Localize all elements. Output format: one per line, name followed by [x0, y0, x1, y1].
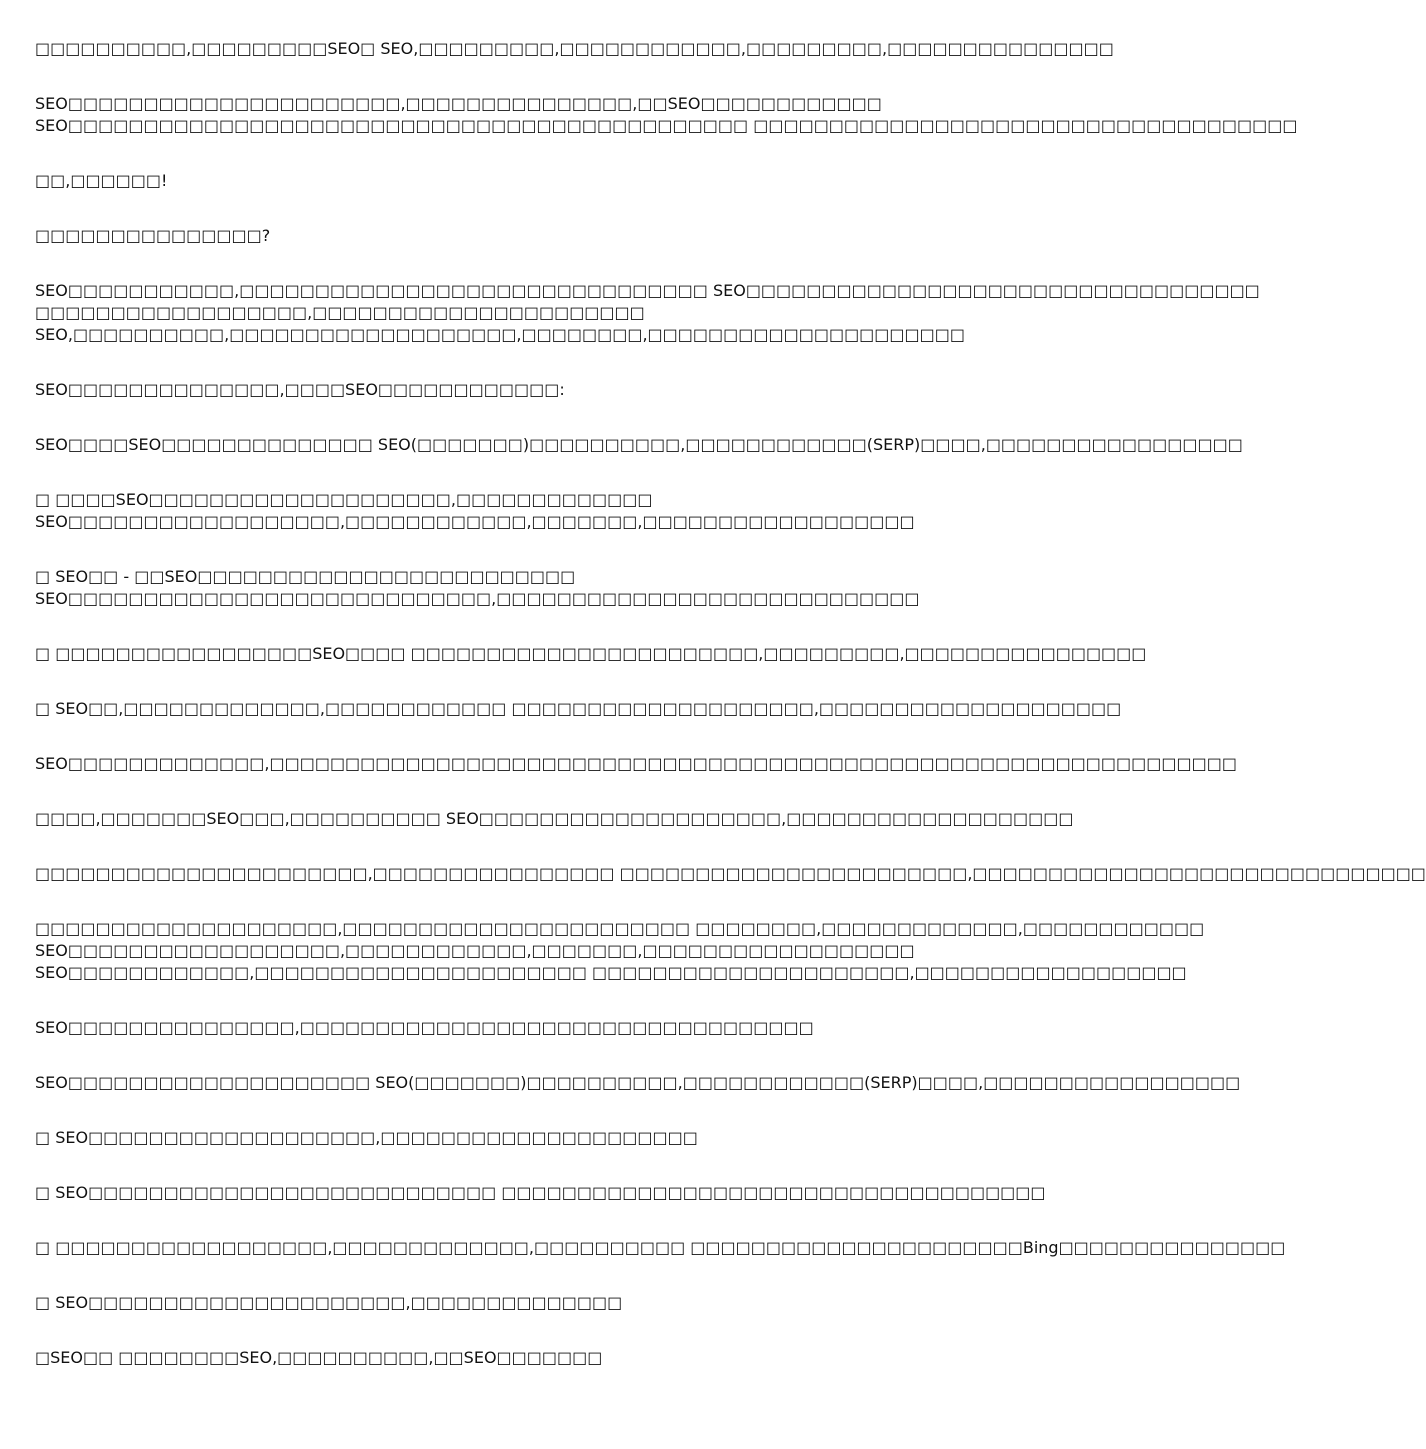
- document-body: [35, 38, 1426, 1402]
- paragraph: [35, 863, 1426, 885]
- paragraph: [35, 643, 1147, 665]
- paragraph: [35, 1237, 1286, 1259]
- paragraph: [35, 280, 1260, 346]
- paragraph: [35, 1127, 995, 1149]
- paragraph: [35, 808, 1074, 830]
- text-line: □ SEO□□□□□□□□□□□□□□□□□□□□□□□□□□□ □□□□□□□□□□□□□□□□□□□□□□□□□□□□□□□□□□□□: [35, 1183, 1046, 1202]
- text-line: □ SEO□□□□□□□□□□□□□□□□□□□,□□□□□□□□□□□□□□□□□□□□□: [35, 1128, 698, 1147]
- text-line: □□,□□□□□□!: [35, 171, 168, 190]
- text-line: SEO□□□□□□□□□□□,□□□□□□□□□□□□□□□□□□□□□□□□□□□□□□□ SEO□□□□□□□□□□□□□□□□□□□□□□□□□□□□□□□□□□: [35, 281, 1260, 300]
- text-line: SEO□□□□□□□□□□□□□□□□□□□□□□□□□□□□,□□□□□□□□□□□□□□□□□□□□□□□□□□□□: [35, 589, 920, 608]
- text-line: SEO□□□□□□□□□□□□□□□□□□,□□□□□□□□□□□□,□□□□□□□,□□□□□□□□□□□□□□□□□□: [35, 512, 915, 531]
- paragraph: [35, 170, 995, 192]
- paragraph: [35, 1072, 1241, 1094]
- text-line: □ □□□□□□□□□□□□□□□□□SEO□□□□ □□□□□□□□□□□□□□□□□□□□□□□,□□□□□□□□□,□□□□□□□□□□□□□□□□: [35, 644, 1147, 663]
- paragraph: [35, 225, 995, 247]
- text-line: SEO□□□□□□□□□□□□□□□□□□□□ SEO(□□□□□□□)□□□□□□□□□□,□□□□□□□□□□□□(SERP)□□□□,□□□□□□□□□□□□□□□□□: [35, 1073, 1241, 1092]
- text-line: □ SEO□□□□□□□□□□□□□□□□□□□□□,□□□□□□□□□□□□□□: [35, 1293, 623, 1312]
- text-line: SEO□□□□□□□□□□□□□□□□□□□□□□,□□□□□□□□□□□□□□□,□□SEO□□□□□□□□□□□□: [35, 94, 882, 113]
- text-line: SEO□□□□□□□□□□□□□□,□□□□SEO□□□□□□□□□□□□:: [35, 380, 565, 399]
- paragraph: [35, 1292, 995, 1314]
- paragraph: [35, 1347, 995, 1369]
- paragraph: [35, 566, 995, 610]
- paragraph: [35, 38, 1114, 60]
- paragraph: [35, 698, 1122, 720]
- text-line: SEO□□□□□□□□□□□□□□□,□□□□□□□□□□□□□□□□□□□□□□□□□□□□□□□□□□: [35, 1018, 814, 1037]
- paragraph: [35, 93, 1298, 137]
- text-line: □ □□□□SEO□□□□□□□□□□□□□□□□□□□□,□□□□□□□□□□□□□: [35, 490, 653, 509]
- text-line: □ SEO□□,□□□□□□□□□□□□□,□□□□□□□□□□□□ □□□□□□□□□□□□□□□□□□□□,□□□□□□□□□□□□□□□□□□□□: [35, 699, 1122, 718]
- paragraph: [35, 434, 1243, 456]
- text-line: □□□□□□□□□□□□□□□?: [35, 226, 271, 245]
- text-line: SEO,□□□□□□□□□□,□□□□□□□□□□□□□□□□□□□,□□□□□□□□,□□□□□□□□□□□□□□□□□□□□□: [35, 325, 965, 344]
- text-line: SEO□□□□□□□□□□□□□□□□□□,□□□□□□□□□□□□,□□□□□□□,□□□□□□□□□□□□□□□□□□: [35, 941, 915, 960]
- text-line: □□□□□□□□□□,□□□□□□□□□SEO□ SEO,□□□□□□□□□,□□□□□□□□□□□□,□□□□□□□□□,□□□□□□□□□□□□□□□: [35, 39, 1114, 58]
- text-line: □SEO□□ □□□□□□□□SEO,□□□□□□□□□□,□□SEO□□□□□□□: [35, 1348, 603, 1367]
- paragraph: [35, 489, 995, 533]
- paragraph: [35, 379, 995, 401]
- text-line: □□□□□□□□□□□□□□□□□□□□□□,□□□□□□□□□□□□□□□□ □□□□□□□□□□□□□□□□□□□□□□□,□□□□□□□□□□□□□□□□□□□□□□□□□□□□□□: [35, 864, 1426, 883]
- text-line: SEO□□□□SEO□□□□□□□□□□□□□□ SEO(□□□□□□□)□□□□□□□□□□,□□□□□□□□□□□□(SERP)□□□□,□□□□□□□□□□□□□□□□□: [35, 435, 1243, 454]
- text-line: SEO□□□□□□□□□□□□□,□□□□□□□□□□□□□□□□□□□□□□□□□□□□□□□□□□□□□□□□□□□□□□□□□□□□□□□□□□□□□□□□: [35, 754, 1237, 773]
- paragraph: [35, 1017, 995, 1039]
- paragraph: [35, 918, 1205, 984]
- text-line: SEO□□□□□□□□□□□□,□□□□□□□□□□□□□□□□□□□□□□ □□□□□□□□□□□□□□□□□□□□□,□□□□□□□□□□□□□□□□□□: [35, 963, 1187, 982]
- text-line: □□□□□□□□□□□□□□□□□□,□□□□□□□□□□□□□□□□□□□□□□: [35, 303, 645, 322]
- text-line: □□□□□□□□□□□□□□□□□□□□,□□□□□□□□□□□□□□□□□□□□□□□ □□□□□□□□,□□□□□□□□□□□□□,□□□□□□□□□□□□: [35, 919, 1205, 938]
- text-line: SEO□□□□□□□□□□□□□□□□□□□□□□□□□□□□□□□□□□□□□□□□□□□□□ □□□□□□□□□□□□□□□□□□□□□□□□□□□□□□□□□□□□: [35, 116, 1298, 135]
- text-line: □ SEO□□ - □□SEO□□□□□□□□□□□□□□□□□□□□□□□□□: [35, 567, 576, 586]
- paragraph: [35, 1182, 1046, 1204]
- text-line: □ □□□□□□□□□□□□□□□□□□,□□□□□□□□□□□□□,□□□□□□□□□□ □□□□□□□□□□□□□□□□□□□□□□Bing□□□□□□□□□□□□□□□: [35, 1238, 1286, 1257]
- text-line: □□□□,□□□□□□□SEO□□□,□□□□□□□□□□ SEO□□□□□□□□□□□□□□□□□□□□,□□□□□□□□□□□□□□□□□□□: [35, 809, 1074, 828]
- paragraph: [35, 753, 1237, 775]
